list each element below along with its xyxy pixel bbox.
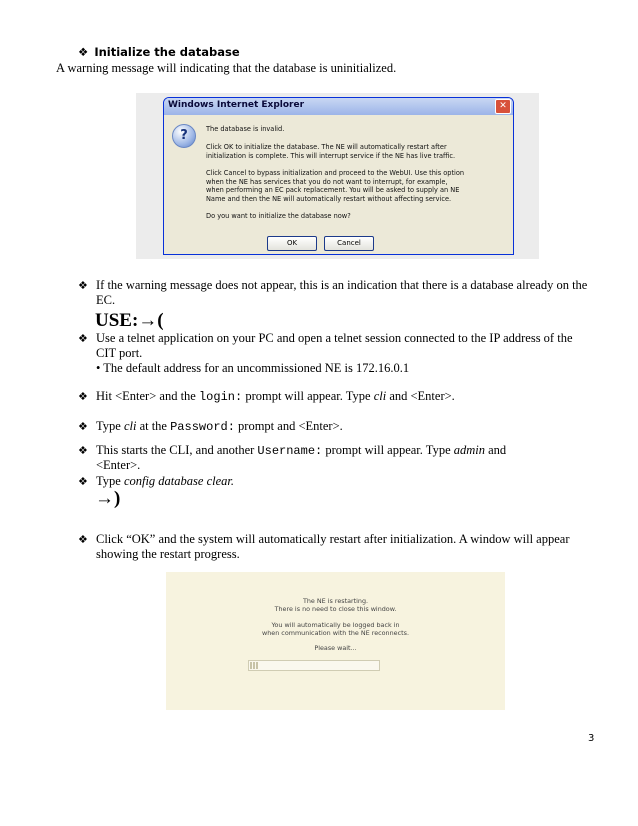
emphasis-text: cli [373,389,387,403]
question-icon: ? [172,124,196,148]
dialog-message-line: when performing an EC pack replacement. You will be asked to supply an NE [206,186,460,195]
text-run: and <Enter>. [386,389,455,403]
arrow-label: →) [95,488,121,509]
bullet-text [96,474,234,489]
emphasis-text: cli [123,419,137,433]
ie-dialog [163,97,514,255]
diamond-bullet-icon: ❖ [78,390,88,403]
restart-message: Please wait... [314,644,357,652]
text-run: Hit <Enter> and the [96,389,199,403]
dialog-message-line: The database is invalid. [206,125,285,133]
intro-text: A warning message will indicating that the database is uninitialized. [56,61,397,75]
text-run: Type [96,474,124,488]
page-number: 3 [588,733,595,744]
dialog-message-line: when the NE has services that you do not want to interrupt, for example, [206,177,448,186]
text-run: This starts the CLI, and another [96,443,258,457]
bullet-text: showing the restart progress. [96,547,240,561]
bullet-text: <Enter>. [96,458,141,472]
cancel-button[interactable]: Cancel [324,236,374,251]
emphasis-text: admin [453,443,485,457]
code-text: Username: [257,444,323,458]
emphasis-text: config database clear. [123,474,234,488]
ok-button[interactable]: OK [267,236,317,251]
restart-message: when communication with the NE reconnects. [262,629,409,637]
dialog-title: Windows Internet Explorer [168,100,305,110]
dialog-message-line: Click OK to initialize the database. The NE will automatically restart after [206,143,447,151]
progress-fill [250,662,258,669]
code-text: login: [198,390,243,404]
use-label: USE:→( [95,310,164,331]
code-text: Password: [170,420,235,434]
bullet-text [96,419,343,435]
restart-message: You will automatically be logged back in [271,621,400,629]
text-run: Type [96,419,124,433]
bullet-text [96,443,506,459]
dialog-screenshot [136,93,539,259]
diamond-bullet-icon: ❖ [78,475,88,488]
diamond-bullet-icon: ❖ [78,332,88,345]
restart-screenshot [166,572,505,710]
restart-message: There is no need to close this window. [274,605,397,613]
diamond-bullet-icon: ❖ [78,45,89,59]
bullet-text [96,389,455,405]
text-run: and [485,443,507,457]
restart-message: The NE is restarting. [302,597,369,605]
bullet-subtext: • The default address for an uncommissioned NE is 172.16.0.1 [96,361,410,375]
heading-title: Initialize the database [94,45,240,59]
text-run: prompt will appear. Type [322,443,454,457]
dialog-message-line: Click Cancel to bypass initialization and proceed to the WebUI. Use this option [206,169,465,177]
diamond-bullet-icon: ❖ [78,420,88,433]
bullet-text: Click “OK” and the system will automatically restart after initialization. A window will appear [96,532,570,546]
dialog-message-line: initialization is complete. This will interrupt service if the NE has live traffic. [206,151,456,160]
diamond-bullet-icon: ❖ [78,279,88,292]
diamond-bullet-icon: ❖ [78,444,88,457]
dialog-titlebar [164,98,513,115]
dialog-message-line: Do you want to initialize the database now? [206,212,351,220]
text-run: prompt will appear. Type [242,389,374,403]
restart-progress-bar [248,660,380,671]
bullet-text: Use a telnet application on your PC and open a telnet session connected to the IP address of the [96,331,573,345]
text-run: at the [136,419,171,433]
bullet-text: CIT port. [96,346,143,360]
bullet-text: EC. [96,293,116,307]
section-heading [78,45,240,59]
text-run: prompt and <Enter>. [234,419,343,433]
dialog-message-line: Name and then the NE will automatically restart without affecting service. [206,194,452,203]
diamond-bullet-icon: ❖ [78,533,88,546]
close-icon[interactable]: ✕ [495,99,511,114]
bullet-text: If the warning message does not appear, this is an indication that there is a database already on the [96,278,588,292]
